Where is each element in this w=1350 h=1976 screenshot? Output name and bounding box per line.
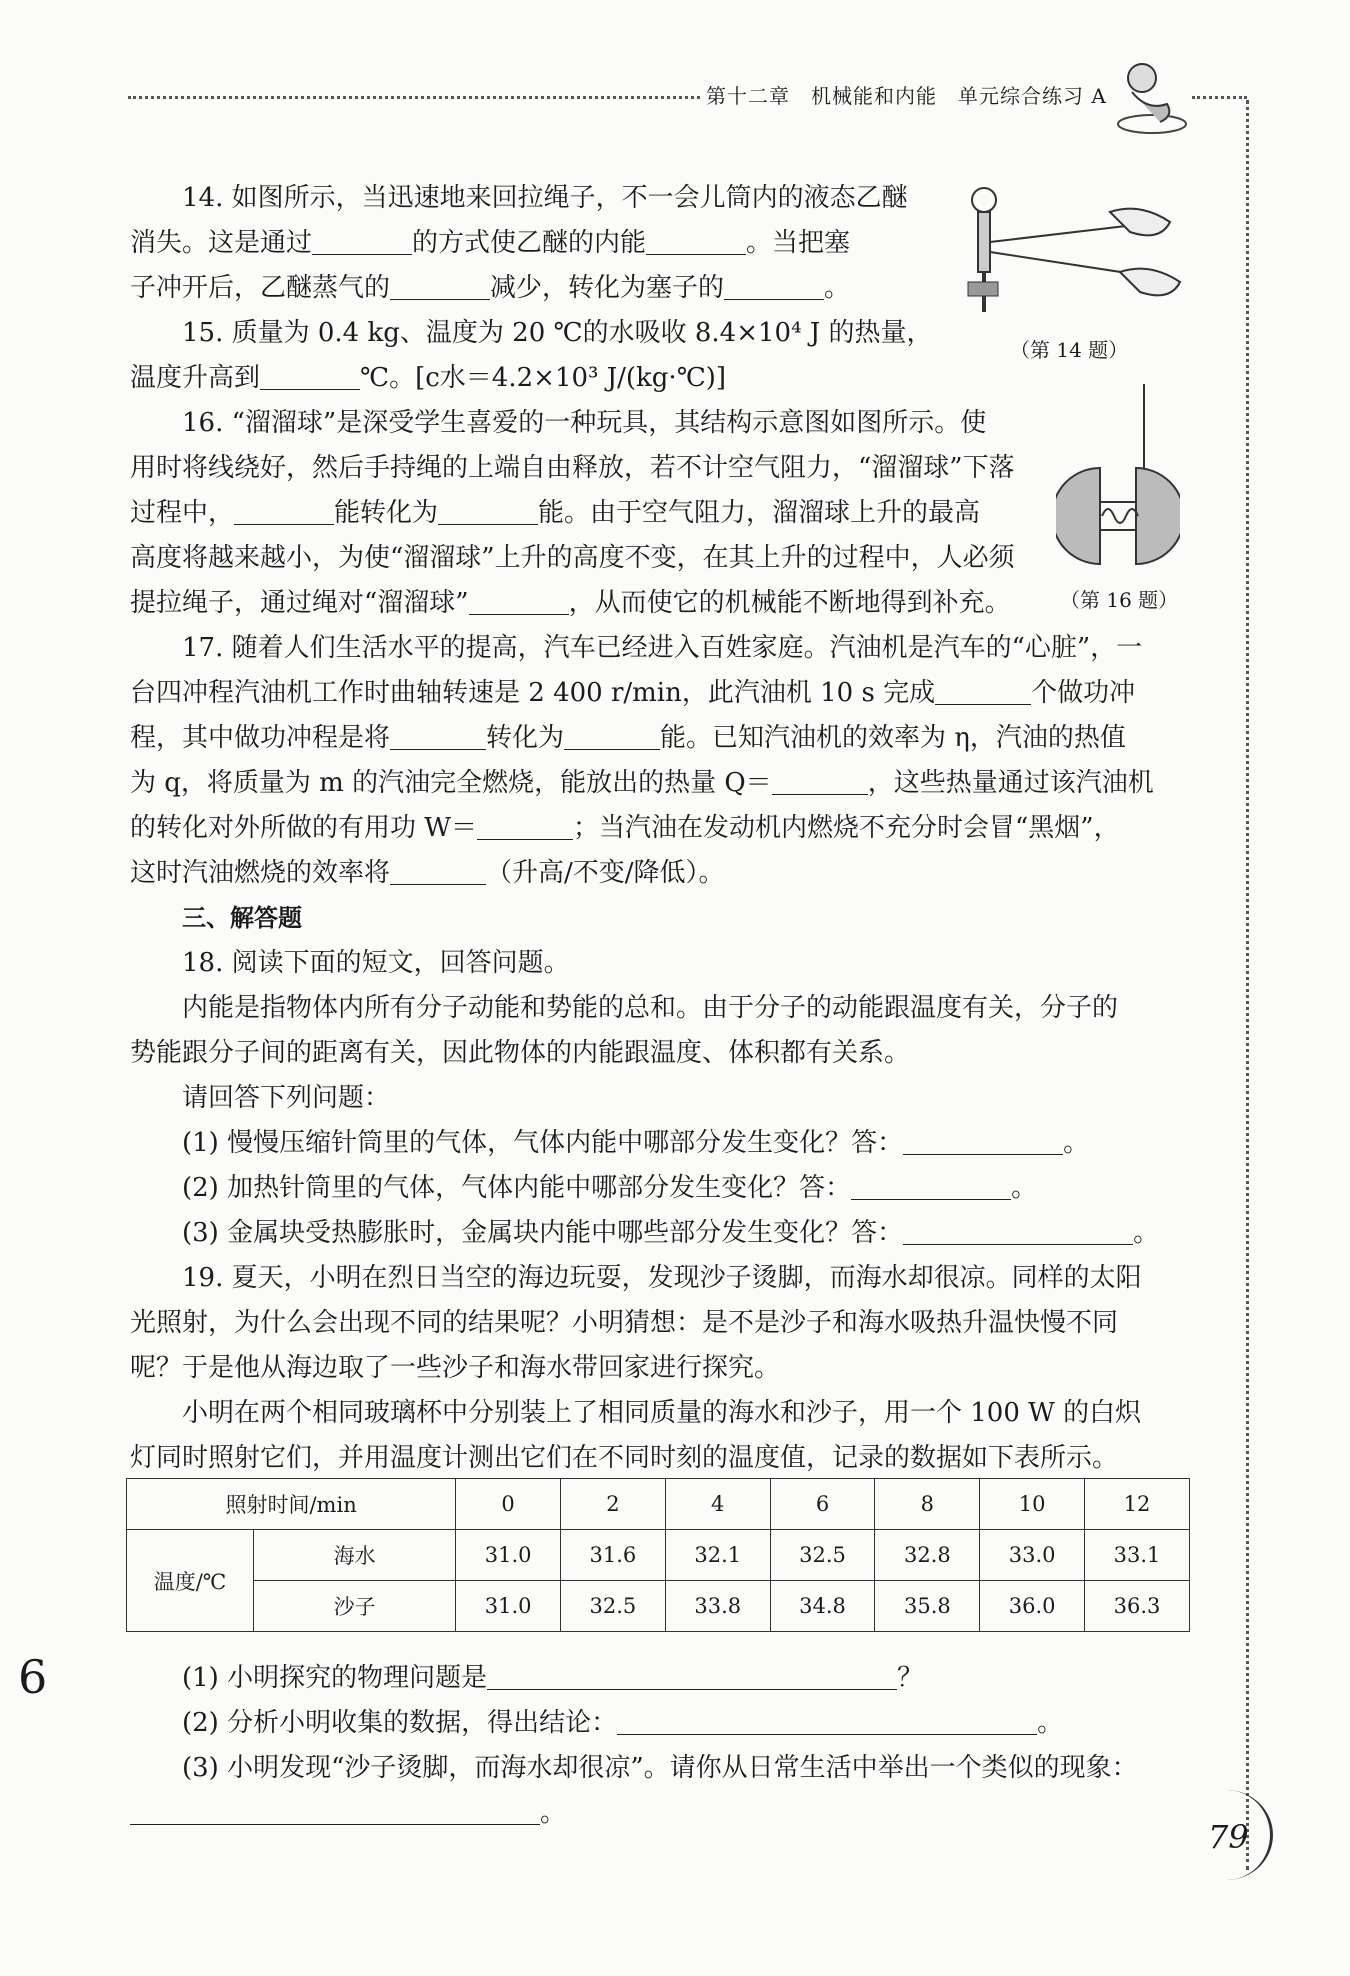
q18-text: (1) 慢慢压缩针筒里的气体，气体内能中哪部分发生变化？答： <box>182 1128 904 1158</box>
side-rule <box>1246 100 1249 1870</box>
q19-text: 。 <box>1037 1708 1064 1738</box>
q19-text: ？ <box>897 1663 924 1693</box>
table-cell: 33.1 <box>1085 1530 1190 1581</box>
q19-sub3: (3) 小明发现“沙子烫脚，而海水却很凉”。请你从日常生活中举出一个类似的现象： <box>182 1753 1138 1783</box>
margin-handwriting-mark: 6 <box>18 1650 48 1704</box>
q19-sub1 <box>130 1656 1190 1701</box>
q18-text: 。 <box>1063 1128 1090 1158</box>
q16-blank-1[interactable] <box>234 498 334 525</box>
q14-blank-4[interactable] <box>724 273 824 300</box>
q17-text: 台四冲程汽油机工作时曲轴转速是 2 400 r/min，此汽油机 10 s 完成 <box>130 678 936 708</box>
data-table <box>126 1478 1190 1632</box>
q17-line5 <box>130 806 1190 851</box>
page-number: 79 <box>1208 1818 1249 1856</box>
table-cell: 2 <box>561 1479 666 1530</box>
q15-blank[interactable] <box>260 363 360 390</box>
table-row-label: 沙子 <box>254 1581 456 1632</box>
q17-line6 <box>130 851 1190 896</box>
q14-blank-2[interactable] <box>646 228 746 255</box>
q18-text: 。 <box>1133 1218 1160 1248</box>
q19-line1: 19. 夏天，小明在烈日当空的海边玩耍，发现沙子烫脚，而海水却很凉。同样的太阳 <box>182 1263 1142 1293</box>
table-cell: 31.0 <box>456 1581 561 1632</box>
q16-text: ，从而使它的机械能不断地得到补充。 <box>568 588 1011 618</box>
header-rule-left <box>128 96 700 99</box>
q17-line4 <box>130 761 1190 806</box>
table-row <box>127 1530 1190 1581</box>
q17-blank-6[interactable] <box>390 858 486 885</box>
q18-intro: 18. 阅读下面的短文，回答问题。 <box>182 948 570 978</box>
table-cell: 6 <box>770 1479 875 1530</box>
q17-blank-1[interactable] <box>935 678 1031 705</box>
q16-line5 <box>130 581 1050 626</box>
q17-text: ；当汽油在发动机内燃烧不充分时会冒“黑烟”， <box>573 813 1120 843</box>
q17-text: 为 q，将质量为 m 的汽油完全燃烧，能放出的热量 Q＝ <box>130 768 772 798</box>
table-cell: 32.1 <box>665 1530 770 1581</box>
q18-prompt: 请回答下列问题： <box>182 1083 391 1113</box>
q17-text: 个做功冲 <box>1031 678 1136 708</box>
q18-sub1 <box>130 1121 1190 1166</box>
q14-line3 <box>130 266 930 311</box>
q19-line2: 光照射，为什么会出现不同的结果呢？小明猜想：是不是沙子和海水吸热升温快慢不同 <box>130 1308 1119 1338</box>
table-cell: 0 <box>456 1479 561 1530</box>
q19-sub3-answer <box>130 1791 1190 1836</box>
q19-line4: 小明在两个相同玻璃杯中分别装上了相同质量的海水和沙子，用一个 100 W 的白炽 <box>182 1398 1142 1428</box>
q19-text: (1) 小明探究的物理问题是 <box>182 1663 488 1693</box>
q14-text: 。当把塞 <box>746 228 851 258</box>
q17-blank-4[interactable] <box>772 768 868 795</box>
q16-text: 提拉绳子，通过绳对“溜溜球” <box>130 588 469 618</box>
header-rule-right <box>1192 96 1247 99</box>
table-cell: 12 <box>1085 1479 1190 1530</box>
q16-line2: 用时将线绕好，然后手持绳的上端自由释放，若不计空气阻力，“溜溜球”下落 <box>130 453 1015 483</box>
q17-text: 程，其中做功冲程是将 <box>130 723 391 753</box>
q14-text: 子冲开后，乙醚蒸气的 <box>130 273 391 303</box>
q14-caption: （第 14 题） <box>1010 338 1129 362</box>
q14-text: 消失。这是通过 <box>130 228 313 258</box>
q16-yoyo-figure <box>1056 384 1180 574</box>
q18-sub2 <box>130 1166 1190 1211</box>
q17-blank-3[interactable] <box>564 723 660 750</box>
q17-blank-5[interactable] <box>477 813 573 840</box>
q17-text: 的转化对外所做的有用功 W＝ <box>130 813 477 843</box>
q14-blank-1[interactable] <box>312 228 412 255</box>
q14-text: 的方式使乙醚的内能 <box>412 228 647 258</box>
table-cell: 33.8 <box>665 1581 770 1632</box>
q14-text: 减少，转化为塞子的 <box>490 273 725 303</box>
q14-line1: 14. 如图所示，当迅速地来回拉绳子，不一会儿筒内的液态乙醚 <box>182 183 908 213</box>
table-cell: 4 <box>665 1479 770 1530</box>
table-cell: 32.5 <box>561 1581 666 1632</box>
q15-text: ℃。[c水＝4.2×10³ J/(kg·℃)] <box>360 363 727 393</box>
q18-text: (2) 加热针筒里的气体，气体内能中哪部分发生变化？答： <box>182 1173 852 1203</box>
q17-text: ，这些热量通过该汽油机 <box>867 768 1154 798</box>
q14-text: 。 <box>824 273 851 303</box>
q15-line1: 15. 质量为 0.4 kg、温度为 20 ℃的水吸收 8.4×10⁴ J 的热量， <box>182 318 933 348</box>
q17-line2 <box>130 671 1190 716</box>
q17-text: 这时汽油燃烧的效率将 <box>130 858 391 888</box>
q14-blank-3[interactable] <box>390 273 490 300</box>
table-cell: 8 <box>875 1479 980 1530</box>
table-cell: 36.3 <box>1085 1581 1190 1632</box>
q16-line3 <box>130 491 1050 536</box>
q18-passage-line2: 势能跟分子间的距离有关，因此物体的内能跟温度、体积都有关系。 <box>130 1038 911 1068</box>
q15-line2 <box>130 356 970 401</box>
q15-text: 温度升高到 <box>130 363 261 393</box>
q17-text: 转化为 <box>486 723 565 753</box>
q16-text: 能转化为 <box>334 498 439 528</box>
mascot-icon <box>1112 56 1192 136</box>
q17-line1: 17. 随着人们生活水平的提高，汽车已经进入百姓家庭。汽油机是汽车的“心脏”，一 <box>182 633 1143 663</box>
q17-blank-2[interactable] <box>390 723 486 750</box>
q16-caption: （第 16 题） <box>1060 588 1179 612</box>
q18-answer-1[interactable] <box>903 1128 1063 1155</box>
q17-line3 <box>130 716 1190 761</box>
q17-text: 能。已知汽油机的效率为 η，汽油的热值 <box>660 723 1126 753</box>
table-header-temp: 温度/℃ <box>127 1530 254 1632</box>
table-cell: 36.0 <box>980 1581 1085 1632</box>
table-cell: 33.0 <box>980 1530 1085 1581</box>
q16-text: 能。由于空气阻力，溜溜球上升的最高 <box>538 498 981 528</box>
table-row-label: 海水 <box>254 1530 456 1581</box>
q16-line4: 高度将越来越小，为使“溜溜球”上升的高度不变，在其上升的过程中，人必须 <box>130 543 1015 573</box>
section-title: 三、解答题 <box>182 904 302 932</box>
table-cell: 10 <box>980 1479 1085 1530</box>
q19-text: 。 <box>540 1798 567 1828</box>
q19-line3: 呢？于是他从海边取了一些沙子和海水带回家进行探究。 <box>130 1353 781 1383</box>
q14-line2 <box>130 221 930 266</box>
table-row <box>127 1479 1190 1530</box>
q19-line5: 灯同时照射它们，并用温度计测出它们在不同时刻的温度值，记录的数据如下表所示。 <box>130 1443 1119 1473</box>
table-cell: 31.6 <box>561 1530 666 1581</box>
q18-sub3 <box>130 1211 1190 1256</box>
table-header-time: 照射时间/min <box>127 1479 456 1530</box>
q19-answer-1[interactable] <box>487 1663 897 1690</box>
q16-blank-3[interactable] <box>469 588 569 615</box>
q18-answer-3[interactable] <box>903 1218 1133 1245</box>
table-cell: 35.8 <box>875 1581 980 1632</box>
table-row <box>127 1581 1190 1632</box>
q19-answer-3[interactable] <box>130 1798 540 1825</box>
q18-passage-line1: 内能是指物体内所有分子动能和势能的总和。由于分子的动能跟温度有关，分子的 <box>182 993 1119 1023</box>
table-cell: 31.0 <box>456 1530 561 1581</box>
table-cell: 32.8 <box>875 1530 980 1581</box>
table-cell: 34.8 <box>770 1581 875 1632</box>
q16-blank-2[interactable] <box>438 498 538 525</box>
table-cell: 32.5 <box>770 1530 875 1581</box>
q14-figure <box>960 182 1190 322</box>
q16-line1: 16. “溜溜球”是深受学生喜爱的一种玩具，其结构示意图如图所示。使 <box>182 408 987 438</box>
q17-text: （升高/不变/降低）。 <box>486 858 725 888</box>
q19-text: (2) 分析小明收集的数据，得出结论： <box>182 1708 618 1738</box>
q18-answer-2[interactable] <box>851 1173 1011 1200</box>
chapter-header: 第十二章 机械能和内能 单元综合练习 A <box>706 84 1107 108</box>
q19-answer-2[interactable] <box>617 1708 1037 1735</box>
q18-text: 。 <box>1011 1173 1038 1203</box>
q19-sub2 <box>130 1701 1190 1746</box>
q16-text: 过程中， <box>130 498 235 528</box>
q18-text: (3) 金属块受热膨胀时，金属块内能中哪些部分发生变化？答： <box>182 1218 904 1248</box>
